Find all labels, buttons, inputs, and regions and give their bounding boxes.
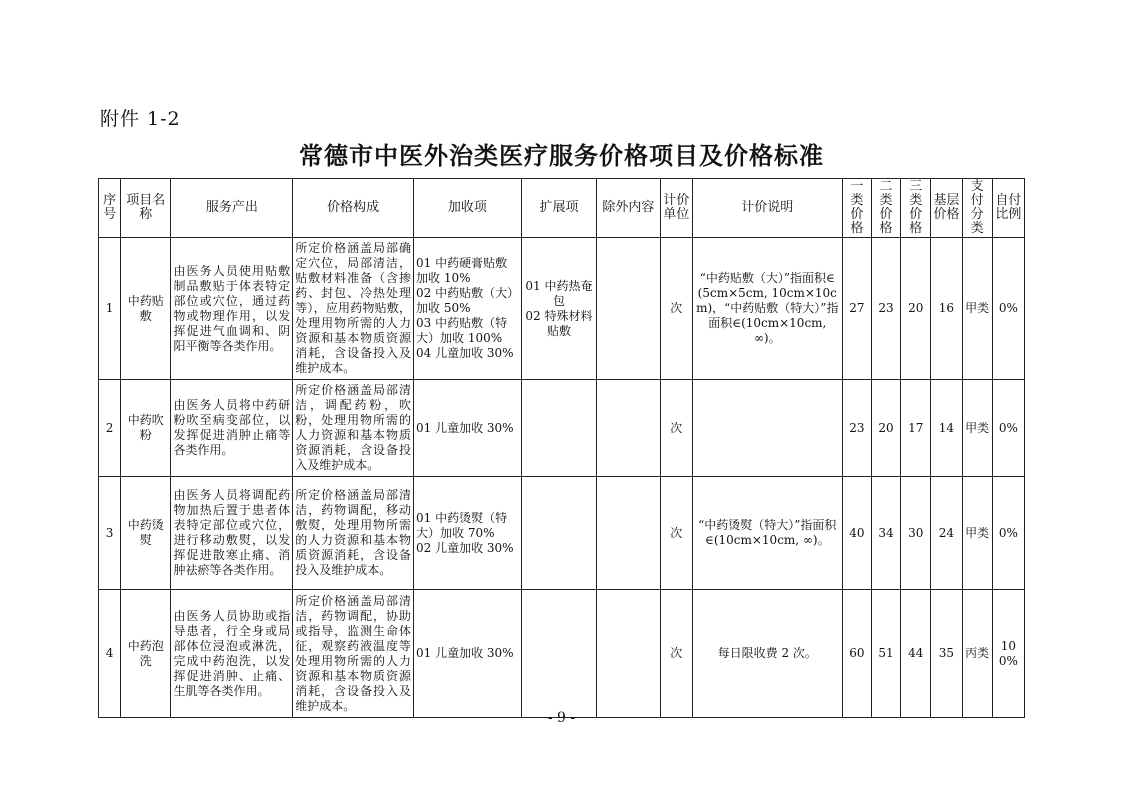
attachment-label: 附件 1-2 xyxy=(100,108,181,130)
price-basic: 35 xyxy=(931,590,962,718)
table-header-row xyxy=(99,179,1025,238)
price-class-2: 20 xyxy=(871,380,900,477)
item-name: 中药泡洗 xyxy=(121,590,171,718)
row-number: 2 xyxy=(99,380,121,477)
billing-unit: 次 xyxy=(660,238,692,380)
item-name: 中药烫熨 xyxy=(121,477,171,590)
header-cell: 三类价格 xyxy=(901,179,931,238)
header-cell: 项目名称 xyxy=(121,179,171,238)
price-class-2: 34 xyxy=(871,477,900,590)
exclusion xyxy=(597,590,660,718)
row-number: 3 xyxy=(99,477,121,590)
price-basic: 16 xyxy=(931,238,962,380)
header-cell: 一类价格 xyxy=(842,179,871,238)
price-basic: 14 xyxy=(931,380,962,477)
price-class-2: 23 xyxy=(871,238,900,380)
billing-unit: 次 xyxy=(660,380,692,477)
payment-category: 丙类 xyxy=(962,590,992,718)
exclusion xyxy=(597,380,660,477)
price-class-3: 30 xyxy=(901,477,931,590)
table-row xyxy=(99,238,1025,380)
surcharge-items: 01 中药硬膏贴敷加收 10% 02 中药贴敷（大）加收 50% 03 中药贴敷（特大）加收 100% 04 儿童加收 30% xyxy=(414,238,522,380)
self-pay-ratio: 0% xyxy=(992,380,1024,477)
header-cell: 价格构成 xyxy=(293,179,414,238)
header-cell: 序号 xyxy=(99,179,121,238)
page-title xyxy=(0,136,1123,171)
service-output: 由医务人员将中药研粉吹至病变部位，以发挥促进消肿止痛等各类作用。 xyxy=(171,380,293,477)
billing-note xyxy=(692,380,842,477)
table-row xyxy=(99,590,1025,718)
header-cell: 二类价格 xyxy=(871,179,900,238)
header-cell: 计价说明 xyxy=(692,179,842,238)
header-cell: 自付比例 xyxy=(992,179,1024,238)
price-class-1: 27 xyxy=(842,238,871,380)
payment-category: 甲类 xyxy=(962,238,992,380)
billing-note: “中药贴敷（大）”指面积∈(5cm×5cm, 10cm×10cm)，“中药贴敷（特大）”指面积∈(10cm×10cm, ∞)。 xyxy=(692,238,842,380)
price-composition: 所定价格涵盖局部确定穴位，局部清洁，贴敷材料准备（含掺药、封包、冷热处理等），应用药物贴敷，处理用物所需的人力资源和基本物质资源消耗，含设备投入及维护成本。 xyxy=(293,238,414,380)
surcharge-items: 01 儿童加收 30% xyxy=(414,380,522,477)
price-table xyxy=(98,178,1025,718)
billing-unit: 次 xyxy=(660,590,692,718)
price-class-3: 20 xyxy=(901,238,931,380)
table-row xyxy=(99,477,1025,590)
item-name: 中药吹粉 xyxy=(121,380,171,477)
surcharge-items: 01 儿童加收 30% xyxy=(414,590,522,718)
price-class-3: 44 xyxy=(901,590,931,718)
header-cell: 服务产出 xyxy=(171,179,293,238)
extension-items: 01 中药热奄包 02 特殊材料贴敷 xyxy=(521,238,596,380)
price-class-1: 23 xyxy=(842,380,871,477)
price-composition: 所定价格涵盖局部清洁，调配药粉，吹粉，处理用物所需的人力资源和基本物质资源消耗，含设备投入及维护成本。 xyxy=(293,380,414,477)
price-class-1: 60 xyxy=(842,590,871,718)
page-number: - 9 - xyxy=(547,710,576,726)
service-output: 由医务人员使用贴敷制品敷贴于体表特定部位或穴位，通过药物或物理作用，以发挥促进气血调和、阴阳平衡等各类作用。 xyxy=(171,238,293,380)
header-cell: 计价单位 xyxy=(660,179,692,238)
header-cell: 加收项 xyxy=(414,179,522,238)
extension-items xyxy=(521,477,596,590)
row-number: 1 xyxy=(99,238,121,380)
exclusion xyxy=(597,238,660,380)
self-pay-ratio: 0% xyxy=(992,238,1024,380)
header-cell: 支付分类 xyxy=(962,179,992,238)
price-class-2: 51 xyxy=(871,590,900,718)
payment-category: 甲类 xyxy=(962,380,992,477)
table-row xyxy=(99,380,1025,477)
price-composition: 所定价格涵盖局部清洁，药物调配，移动敷熨，处理用物所需的人力资源和基本物质资源消耗，含设备投入及维护成本。 xyxy=(293,477,414,590)
billing-note: “中药烫熨（特大）”指面积∈(10cm×10cm, ∞)。 xyxy=(692,477,842,590)
price-class-1: 40 xyxy=(842,477,871,590)
header-cell: 基层价格 xyxy=(931,179,962,238)
price-class-3: 17 xyxy=(901,380,931,477)
payment-category: 甲类 xyxy=(962,477,992,590)
extension-items xyxy=(521,380,596,477)
service-output: 由医务人员协助或指导患者，行全身或局部体位浸泡或淋洗，完成中药泡洗，以发挥促进消肿、止痛、生肌等各类作用。 xyxy=(171,590,293,718)
extension-items xyxy=(521,590,596,718)
title-text: 常德市中医外治类医疗服务价格项目及价格标准 xyxy=(299,141,824,170)
billing-unit: 次 xyxy=(660,477,692,590)
self-pay-ratio: 0% xyxy=(992,477,1024,590)
exclusion xyxy=(597,477,660,590)
price-composition: 所定价格涵盖局部清洁，药物调配，协助或指导，监测生命体征，观察药液温度等处理用物所需的人力资源和基本物质资源消耗，含设备投入及维护成本。 xyxy=(293,590,414,718)
service-output: 由医务人员将调配药物加热后置于患者体表特定部位或穴位，进行移动敷熨，以发挥促进散寒止痛、消肿祛瘀等各类作用。 xyxy=(171,477,293,590)
header-cell: 除外内容 xyxy=(597,179,660,238)
surcharge-items: 01 中药烫熨（特大）加收 70% 02 儿童加收 30% xyxy=(414,477,522,590)
price-basic: 24 xyxy=(931,477,962,590)
row-number: 4 xyxy=(99,590,121,718)
billing-note: 每日限收费 2 次。 xyxy=(692,590,842,718)
self-pay-ratio: 100% xyxy=(992,590,1024,718)
header-cell: 扩展项 xyxy=(521,179,596,238)
item-name: 中药贴敷 xyxy=(121,238,171,380)
